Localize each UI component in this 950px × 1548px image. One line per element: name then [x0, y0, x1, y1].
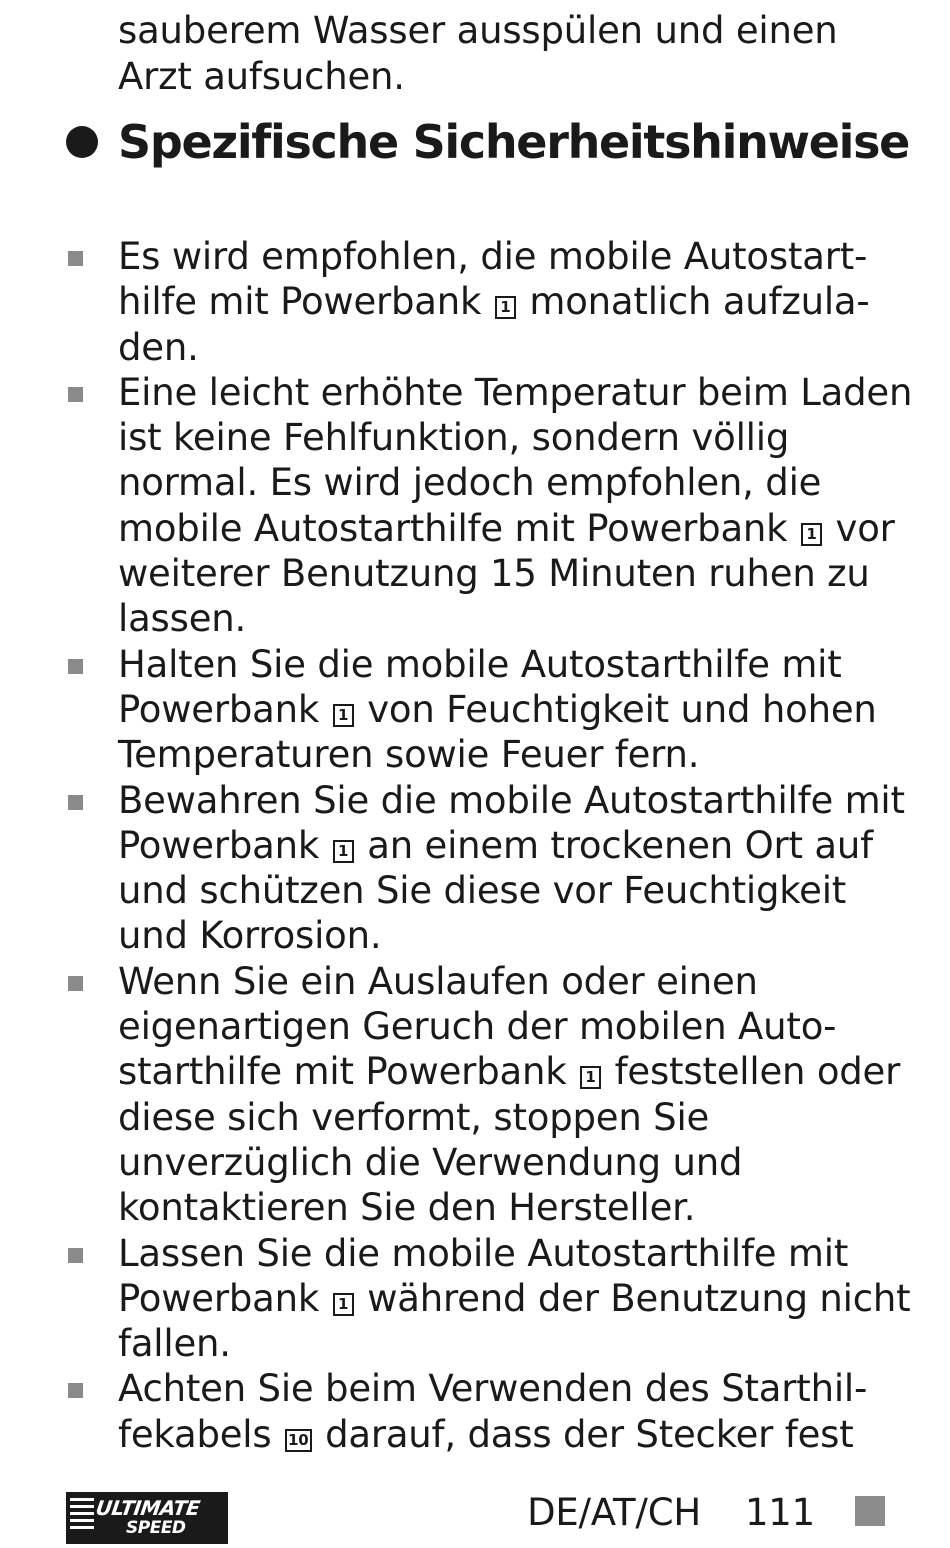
- section-heading: Spezifische Sicherheitshinweise: [118, 115, 910, 169]
- list-item: [0, 778, 918, 959]
- square-bullet-icon: [68, 976, 83, 991]
- item-text: während der Benutzung nicht fallen.: [118, 1276, 911, 1366]
- list-item: [0, 234, 918, 370]
- reference-number: 1: [580, 1066, 601, 1089]
- region-label: DE/AT/CH: [527, 1491, 701, 1534]
- item-text: an einem trockenen Ort auf und schützen Sie diese vor Feuchtigkeit und Korrosion.: [118, 823, 873, 958]
- square-bullet-icon: [68, 795, 83, 810]
- item-text: Es wird empfohlen, die mobile Autostarthilfe mit Powerbank: [118, 235, 868, 324]
- item-text: von Feuchtigkeit und hohen Temperaturen sowie Feuer fern.: [118, 687, 877, 777]
- logo-text-top: ULTIMATE: [94, 1496, 202, 1520]
- item-text: monatlich aufzuladen.: [118, 280, 870, 369]
- list-item: [0, 642, 918, 778]
- square-bullet-icon: [68, 251, 83, 266]
- list-item: [0, 1231, 918, 1367]
- reference-number: 1: [333, 1293, 354, 1316]
- brand-logo: [66, 1492, 228, 1544]
- intro-line: sauberem Wasser ausspülen und einen: [118, 9, 838, 52]
- item-text: darauf, dass der Stecker fest: [325, 1412, 854, 1456]
- item-text: Eine leicht erhöhte Temperatur beim Laden ist keine Fehlfunktion, sondern völlig normal. Es wird jedoch empfohlen, die mobile Autostarthilfe mit Powerbank: [118, 370, 913, 550]
- reference-number: 1: [333, 840, 354, 863]
- speed-lines-icon: [70, 1498, 94, 1533]
- item-text: Halten Sie die mobile Autostarthilfe mit Powerbank: [118, 642, 842, 731]
- intro-line: Arzt aufsuchen.: [118, 54, 405, 98]
- square-bullet-icon: [68, 659, 83, 674]
- square-bullet-icon: [68, 387, 83, 402]
- item-text: Achten Sie beim Verwenden des Starthilfekabels: [118, 1367, 868, 1456]
- item-text: Lassen Sie die mobile Autostarthilfe mit Powerbank: [118, 1231, 849, 1320]
- reference-number: 1: [801, 523, 822, 546]
- bullet-dot-icon: [66, 126, 98, 158]
- footer-marker-icon: [855, 1496, 885, 1526]
- section-heading-row: [66, 112, 909, 172]
- list-item: [0, 370, 918, 642]
- square-bullet-icon: [68, 1248, 83, 1263]
- reference-number: 1: [333, 704, 354, 727]
- item-text: vor weiterer Benutzung 15 Minuten ruhen zu lassen.: [118, 506, 895, 641]
- item-text: feststellen oder diese sich verformt, stoppen Sie unverzüglich die Verwendung und kontaktieren Sie den Hersteller.: [118, 1050, 901, 1230]
- page-footer: [527, 1490, 815, 1536]
- reference-number: 10: [285, 1429, 311, 1452]
- intro-text: [118, 8, 918, 99]
- square-bullet-icon: [68, 1383, 83, 1398]
- safety-list: [0, 234, 950, 1457]
- list-item: [0, 959, 918, 1231]
- logo-text-bottom: SPEED: [126, 1518, 186, 1538]
- page-number: 111: [744, 1491, 815, 1534]
- item-text: Bewahren Sie die mobile Autostarthilfe mit Powerbank: [118, 778, 905, 867]
- list-item: [0, 1366, 918, 1457]
- item-text: Wenn Sie ein Auslaufen oder einen eigenartigen Geruch der mobilen Autostarthilfe mit Powerbank: [118, 959, 837, 1094]
- reference-number: 1: [495, 296, 516, 319]
